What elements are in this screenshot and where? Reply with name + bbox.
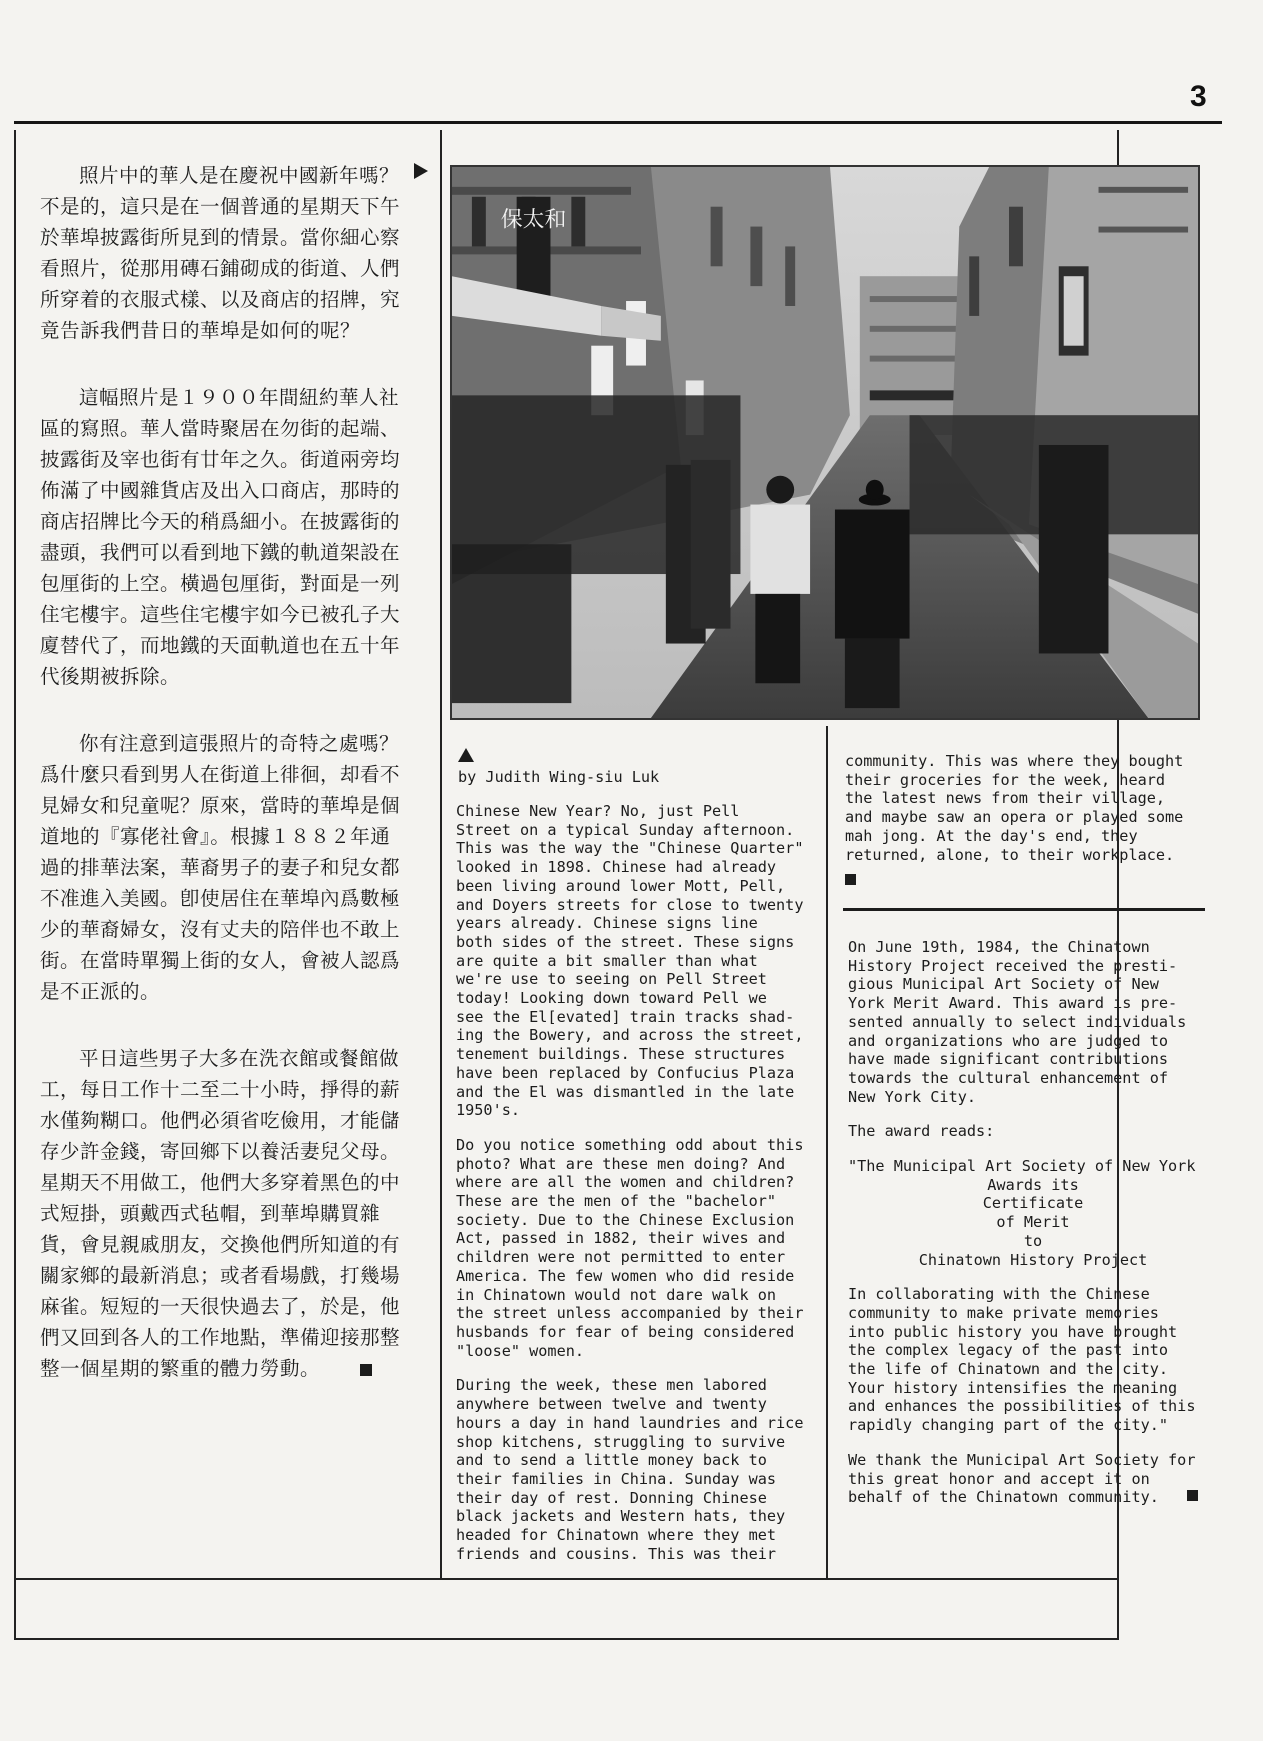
award-reads-label: The award reads: [848,1122,995,1141]
sign-text: 保太和 [500,207,567,233]
english-paragraph: Do you notice something odd about this photo? What are these men doing? And where are all the women and children? These are the men of the "bachelor" society. Due to the Chinese Exclusion Act, passed in 1882, their wives and children were not permitted to enter America. The few women who did reside in Chinatown would not dare walk on the street unless accompanied by their husbands for fear of being considered "loose" women. [456,1135,804,1360]
english-paragraph: During the week, these men labored anywhere between twelve and twenty hours a day in hand laundries and rice shop kitchens, struggling to survive and to send a little money back to their families in China. Sunday was their day of rest. Donning Chinese black jackets and Western hats, they headed for Chinatown where they met friends and cousins. This was their [456,1376,804,1563]
section-rule [843,908,1205,911]
arrow-right-icon [414,163,428,179]
english-paragraph: community. This was where they bought their groceries for the week, heard the latest news from their village, and maybe saw an opera or played some mah jong. At the day's end, they returned, alone, to their workplace. [845,752,1184,864]
award-line: "The Municipal Art Society of New York [848,1157,1196,1176]
chinese-paragraph: 你有注意到這張照片的奇特之處嗎？爲什麼只看到男人在街道上徘徊，却看不見婦女和兒童呢？原來，當時的華埠是個道地的『寡佬社會』。根據１８８２年通過的排華法案，華裔男子的妻子和兒女都不准進入美國。卽使居住在華埠內爲數極少的華裔婦女，沒有丈夫的陪伴也不敢上街。在當時單獨上街的女人，會被人認爲是不正派的。 [40,732,401,1003]
byline: by Judith Wing-siu Luk [458,768,660,786]
award-line: Chinatown History Project [918,1250,1148,1269]
page-number: 3 [1190,80,1207,113]
award-thanks-text: We thank the Municipal Art Society for this great honor and accept it on behalf of the Chinatown community. [848,1450,1196,1507]
award-body: In collaborating with the Chinese community to make private memories into public history you have brought the complex legacy of the past into the life of Chinatown and the city. Your history intensifies the meaning and enhances the possibilities of this rapidly changing part of the city." [848,1285,1196,1435]
award-announcement [848,938,1218,1507]
chinese-paragraph: 這幅照片是１９００年間紐約華人社區的寫照。華人當時聚居在勿街的起端、披露街及宰也街有廿年之久。街道兩旁均佈滿了中國雜貨店及出入口商店，那時的商店招牌比今天的稍爲細小。在披露街的盡頭，我們可以看到地下鐵的軌道架設在包厘街的上空。橫過包厘街，對面是一列住宅樓宇。這些住宅樓宇如今已被孔子大廈替代了，而地鐵的天面軌道也在五十年代後期被拆除。 [40,386,401,688]
column-divider [440,130,442,1580]
award-citation [848,1157,1218,1269]
column-divider [826,726,828,1580]
chinese-paragraph [40,1043,410,1384]
end-mark-icon [1187,1490,1198,1501]
street-photo [450,165,1200,720]
english-article-column [456,802,816,1579]
english-article-continuation [845,752,1215,889]
award-line: of Merit [996,1213,1070,1232]
chinese-paragraph-text: 平日這些男子大多在洗衣館或餐館做工，每日工作十二至二十小時，掙得的薪水僅夠糊口。他們必須省吃儉用，才能儲存少許金錢，寄回鄉下以養活妻兒父母。星期天不用做工，他們大多穿着黑色的中式短掛，頭戴西式毡帽，到華埠購買雜貨，會見親戚朋友，交換他們所知道的有關家鄉的最新消息；或者看場戲，打幾場麻雀。短短的一天很快過去了，於是，他們又回到各人的工作地點，準備迎接那整整一個星期的繁重的體力勞動。 [40,1047,401,1380]
award-line: Certificate [982,1194,1084,1213]
arrow-up-icon [458,748,474,762]
award-intro: On June 19th, 1984, the Chinatown History Project received the presti- gious Municipal Art Society of New York Merit Award. This award is pre- sented annually to select individuals and organizations who are judged to have made significant contributions towards the cultural enhancement of New York City. [848,938,1187,1106]
award-line: Awards its [987,1175,1079,1194]
chinese-paragraph: 照片中的華人是在慶祝中國新年嗎？不是的，這只是在一個普通的星期天下午於華埠披露街所見到的情景。當你細心察看照片，從那用磚石鋪砌成的街道、人們所穿着的衣服式樣、以及商店的招牌，究竟告訴我們昔日的華埠是如何的呢？ [40,164,401,342]
chinese-article [40,160,410,1420]
award-thanks [848,1451,1218,1507]
award-line: to [1023,1231,1043,1250]
end-mark-icon [360,1364,372,1376]
top-rule [14,121,1222,124]
end-mark-icon [845,874,856,885]
english-paragraph: Chinese New Year? No, just Pell Street on a typical Sunday afternoon. This was the way the "Chinese Quarter" looked in 1898. Chinese had already been living around lower Mott, Pell, and Doyers streets for close to twenty years already. Chinese signs line both sides of the street. These signs are quite a bit smaller than what we're use to seeing on Pell Street today! Looking down toward Pell we see the El[evated] train tracks shad- ing the Bowery, and across the street, tenement buildings. These structures have been replaced by Confucius Plaza and the El was dismantled in the late 1950's. [456,802,804,1120]
street-photo-drawing [452,167,1198,718]
